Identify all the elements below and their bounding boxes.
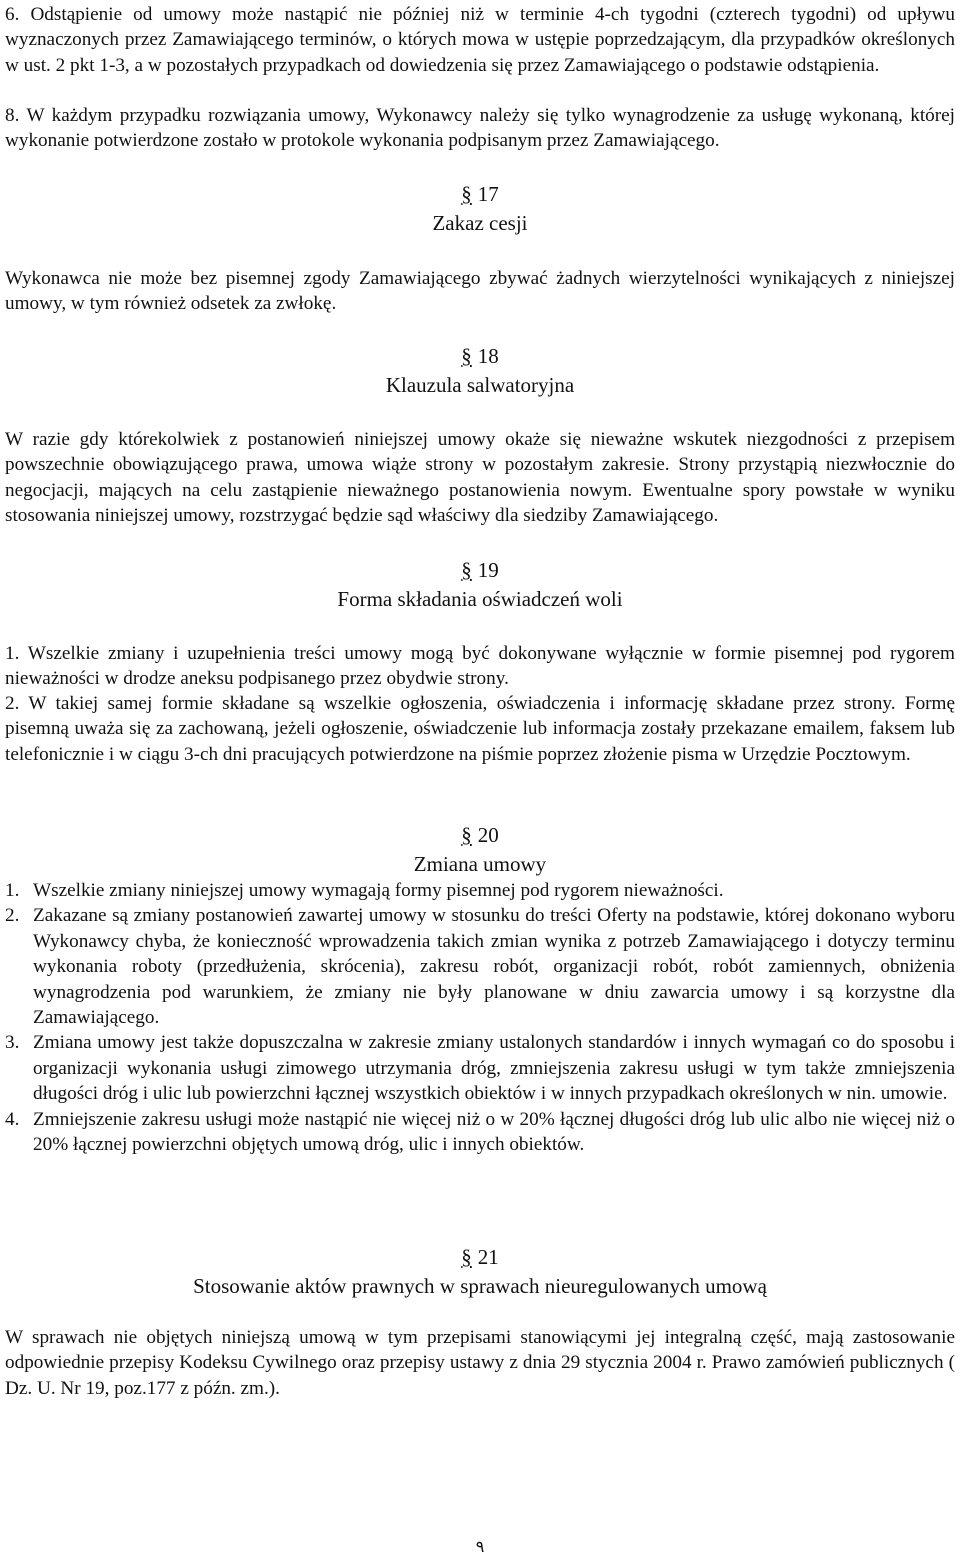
section-sign: § [461,1245,472,1269]
list-item: 1. Wszelkie zmiany niniejszej umowy wymagają formy pisemnej pod rygorem nieważności. [5,880,724,901]
section-17-title: Zakaz cesji [432,211,528,235]
section-21-body: W sprawach nie objętych niniejszą umową w tym przepisami stanowiącymi jej integralną część, mają zastosowanie odpowiednie przepisy Kodeksu Cywilnego oraz przepisy ustawy z dnia 29 stycznia 2004 r. Prawo zamówień publicznych ( Dz. U. Nr 19, poz.177 z późn. zm.). [5,1327,955,1399]
list-item: 3. Zmiana umowy jest także dopuszczalna w zakresie zmiany ustalonych standardów i innych wymagań co do sposobu i organizacji wykonania usługi zimowego utrzymania dróg, zmniejszenia zakresu usługi w tym także zmniejszenia długości dróg i ulic lub powierzchni łącznej wszystkich obiektów i w innych przypadkach określonych w nin. umowie. [5,1032,955,1105]
section-18-heading [0,342,960,400]
section-sign: § [461,344,472,368]
section-20-number: § 20 [461,823,499,847]
section-21-heading [0,1243,960,1301]
page-number: ٩ [475,1539,485,1556]
section-19-paragraph-2: 2. W takiej samej formie składane są wszelkie ogłoszenia, oświadczenia i informację składane przez strony. Formę pisemną uważa się za zachowaną, jeżeli ogłoszenie, oświadczenie lub informacja zostały przekazane emailem, faksem lub telefonicznie i w ciągu 3-ch dni pracujących potwierdzone na piśmie poprzez złożenie pisma w Urzędzie Pocztowym. [5,693,955,765]
section-17-number: § 17 [461,182,499,206]
section-20-heading [0,821,960,879]
section-21-title: Stosowanie aktów prawnych w sprawach nieuregulowanych umową [193,1274,767,1298]
section-19-heading [0,556,960,614]
section-sign: § [461,182,472,206]
section-17-body: Wykonawca nie może bez pisemnej zgody Zamawiającego zbywać żadnych wierzytelności wynikających z niniejszej umowy, w tym również odsetek za zwłokę. [5,268,955,315]
list-item: 2. Zakazane są zmiany postanowień zawartej umowy w stosunku do treści Oferty na podstawie, której dokonano wyboru Wykonawcy chyba, że konieczność wprowadzenia takich zmian wynika z potrzeb Zamawiającego i dotyczy terminu wykonania roboty (przedłużenia, skrócenia), zakresu robót, organizacji robót, robót zamiennych, obniżenia wynagrodzenia pod warunkiem, że zmiany nie były planowane w dniu zawarcia umowy i są korzystne dla Zamawiającego. [5,905,955,1029]
section-18-title: Klauzula salwatoryjna [385,373,575,397]
section-19-paragraph-1: 1. Wszelkie zmiany i uzupełnienia treści umowy mogą być dokonywane wyłącznie w formie pisemnej pod rygorem nieważności w drodze aneksu podpisanego przez obydwie strony. [5,643,955,690]
list-item: 4. Zmniejszenie zakresu usługi może nastąpić nie więcej niż o w 20% łącznej długości dróg lub ulic albo nie więcej niż o 20% łącznej powierzchni objętych umową dróg, ulic i innych obiektów. [5,1108,955,1156]
section-17-heading [0,180,960,238]
section-18-body: W razie gdy którekolwiek z postanowień niniejszej umowy okaże się nieważne wskutek niezgodności z przepisem powszechnie obowiązującego prawa, umowa wiąże strony w pozostałym zakresie. Strony przystąpią niezwłocznie do negocjacji, mających na celu zastąpienie nieważnego postanowienia nowym. Ewentualne spory powstałe w wyniku stosowania niniejszej umowy, rozstrzygać będzie sąd właściwy dla siedziby Zamawiającego. [5,429,955,527]
section-20-list [5,878,955,1157]
paragraph-8: 8. W każdym przypadku rozwiązania umowy, Wykonawcy należy się tylko wynagrodzenie za usługę wykonaną, której wykonanie potwierdzone zostało w protokole wykonania podpisanym przez Zamawiającego. [5,105,955,152]
section-18-number: § 18 [461,344,499,368]
section-21-number: § 21 [461,1245,499,1269]
section-20-title: Zmiana umowy [413,852,547,876]
section-sign: § [461,823,472,847]
paragraph-6: 6. Odstąpienie od umowy może nastąpić nie później niż w terminie 4-ch tygodni (czterech tygodni) od upływu wyznaczonych przez Zamawiającego terminów, o których mowa w ustępie poprzedzającym, dla przypadków określonych w ust. 2 pkt 1-3, a w pozostałych przypadkach od dowiedzenia się przez Zamawiającego o podstawie odstąpienia. [5,4,955,76]
section-19-number: § 19 [461,558,499,582]
section-sign: § [461,558,472,582]
section-19-title: Forma składania oświadczeń woli [337,587,623,611]
